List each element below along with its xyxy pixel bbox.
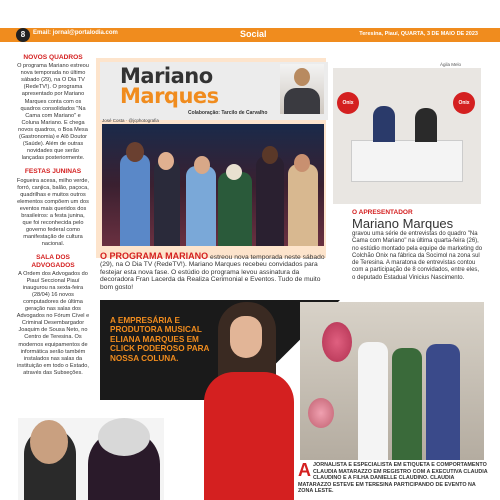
photo-face — [230, 316, 262, 358]
apresentador-text: gravou uma série de entrevistas do quadro "Na Cama com Mariano" na última quarta-feira (26), no estúdio montado pela equipe de marketing do Colchão Onix na fábrica da Socimol na zona sul de Teresina. A maratona de entrevistas contou com a participação de 8 convidados, entre eles, o deputado Estadual Vinicius Nascimento. — [352, 231, 483, 281]
column-title: Mariano — [120, 64, 213, 88]
page-header — [0, 28, 500, 42]
sidebar-heading: SALA DOS ADVOGADOS — [31, 254, 75, 269]
bottom-caption — [298, 462, 488, 495]
portrait-head — [294, 68, 310, 86]
photo-credit: José Costa · @jcphotografia — [102, 118, 159, 123]
feature-caption — [100, 253, 328, 291]
caption-lead: O PROGRAMA MARIANO — [100, 251, 209, 261]
photo-person-head — [294, 154, 310, 172]
bottom-caption-text: JORNALISTA E ESPECIALISTA EM ETIQUETA E COMPORTAMENTO CLAUDIA MATARAZZO EM REGISTRO COM A EXECUTIVA CLAUDIA CLAUDINO E A FILHA DANIELLE CLAUDINO. CLAUDIA MATARAZZO ESTEVE EM TERESINA PARTICIPANDO DE EVENTO NA ZONA LESTE. — [298, 462, 488, 495]
sidebar-text: A Ordem dos Advogados do Piauí Seccional Piauí inaugurou na sexta-feira (28/04) 16 novos computadores de última geração nas salas dos Advogados no Fórum Cível e Criminal Desembargador Joaquim de Sousa Neto, no Centro de Teresina. Os modernos equipamentos de informática serão também instalados nas salas da instituição em todo o Estado, através das Subseções. — [16, 270, 90, 376]
photo-person — [358, 342, 388, 460]
photo-person — [154, 160, 180, 246]
section-title: Social — [240, 29, 267, 39]
photo-person-head — [30, 420, 68, 464]
photo-person — [218, 172, 252, 246]
photo-person — [288, 164, 318, 246]
sidebar-text: Fogueira acesa, milho verde, forró, canjica, balão, paçoca, quadrilhas e muitos outros elementos compõem um dos eventos mais queridos dos brasileiros: a festa junina, que foi reconhecida pelo governo federal como manifestação de cultura nacional. — [16, 177, 90, 248]
portrait-body — [284, 88, 320, 114]
photo-dress — [204, 372, 294, 500]
apresentador-name: Mariano Marques — [352, 216, 454, 231]
photo-person-head — [194, 156, 210, 174]
bed-graphic — [351, 140, 463, 182]
interview-photo — [333, 68, 481, 204]
caption-body: estreou nova temporada neste sábado (29), na O Dia TV (RedeTV!). Mariano Marques recebeu convidados para festejar esta nova fase. O estúdio do programa levou assinatura da decoradora Fran Lacerda da Realiza Cerimonial e Eventos. Tudo de muito bom gosto! — [100, 254, 325, 291]
photo-person-head — [126, 142, 144, 162]
photo-person — [426, 344, 460, 460]
sidebar-text: O programa Mariano estreou nova temporada no último sábado (29), na O Dia TV (RedeTV!). O programa apresentado por Mariano Marques conta com os quadros consolidados "Na Cama com Mariano" e Coluna Mariano. E chega novos quadros, o Boa Mesa (Gastronomia) e Alô Doutor (Saúde). Além de outras novidades que serão lançadas posteriormente. — [17, 63, 89, 162]
flower-decoration — [308, 398, 334, 428]
couple-photo — [18, 418, 164, 500]
columnist-portrait — [280, 64, 324, 114]
onix-logo: Onix — [337, 92, 359, 114]
photo-person-head — [262, 146, 278, 164]
photo-person — [256, 156, 284, 246]
photo-person — [373, 106, 395, 142]
page-number: 8 — [16, 28, 30, 42]
photo-person-head — [98, 418, 150, 456]
collaboration-credit: Colaboração: Tarcilo de Carvalho — [188, 110, 268, 116]
header-email: Email: jornal@portalodia.com — [33, 30, 118, 36]
promo-text: A EMPRESÁRIA E PRODUTORA MUSICAL ELIANA MARQUES EM CLICK PODEROSO PARA NOSSA COLUNA. — [110, 316, 210, 363]
group-photo — [102, 124, 324, 246]
photo-person — [120, 154, 150, 246]
dateline: Teresina, Piauí, QUARTA, 3 DE MAIO DE 2023 — [359, 31, 478, 37]
photo-person-head — [158, 152, 174, 170]
photo-person — [392, 348, 422, 460]
apresentador-heading: O APRESENTADOR — [352, 209, 413, 216]
photo-person — [186, 166, 216, 246]
sidebar-heading: NOVOS QUADROS — [23, 54, 83, 61]
flower-decoration — [322, 322, 352, 362]
onix-logo: Onix — [453, 92, 475, 114]
eliana-photo — [196, 302, 300, 500]
photo-person — [415, 108, 437, 142]
photo-credit: Ágila Melo — [440, 62, 462, 67]
sidebar-column — [16, 54, 90, 377]
event-photo — [300, 302, 484, 460]
sidebar-heading: FESTAS JUNINAS — [24, 168, 82, 176]
photo-person-head — [226, 164, 242, 180]
drop-cap: A — [298, 460, 311, 480]
column-title-accent: Marques — [120, 84, 219, 108]
